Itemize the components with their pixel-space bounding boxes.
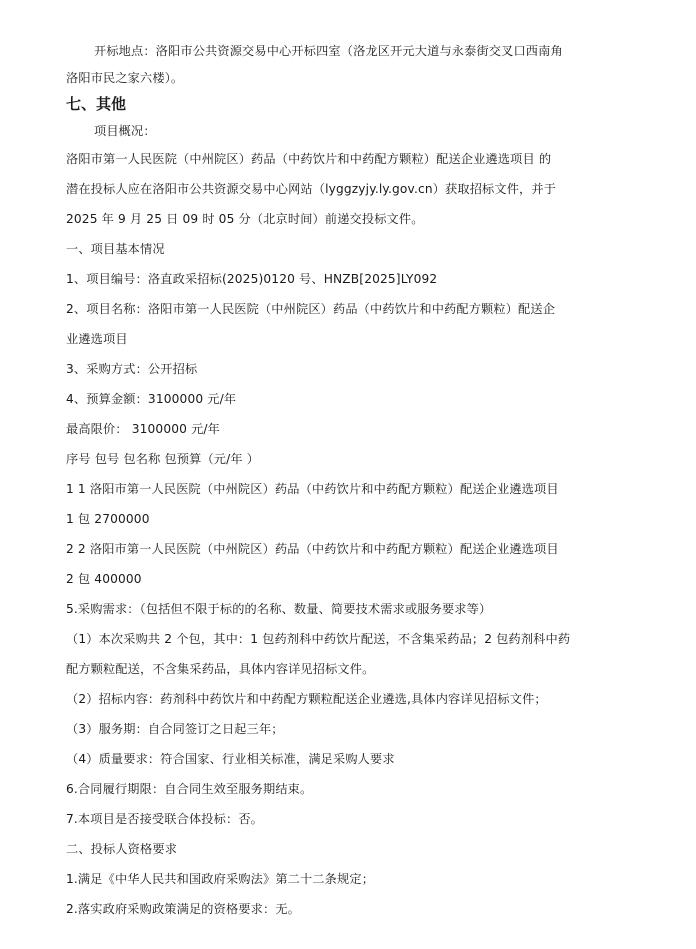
consortium-bidding: 7.本项目是否接受联合体投标：否。 [66,812,263,826]
max-price: 最高限价： 3100000 元/年 [66,422,220,436]
requirement-1-line-1: （1）本次采购共 2 个包，其中：1 包药剂科中药饮片配送，不含集采药品；2 包药剂科中药 [66,632,571,646]
bid-opening-location-line-2: 洛阳市民之家六楼）。 [66,71,184,85]
requirement-2: （2）招标内容：药剂科中药饮片和中药配方颗粒配送企业遴选,具体内容详见招标文件； [66,692,547,706]
project-overview-line-2: 潜在投标人应在洛阳市公共资源交易中心网站（lyggzyjy.ly.gov.cn）获取招标文件，并于 [66,182,557,196]
project-number: 1、项目编号：洛直政采招标(2025)0120 号、HNZB[2025]LY092 [66,272,438,286]
bid-opening-location-line-1: 开标地点：洛阳市公共资源交易中心开标四室（洛龙区开元大道与永泰街交叉口西南角 [94,44,563,58]
requirement-1-line-2: 配方颗粒配送，不含集采药品，具体内容详见招标文件。 [66,662,375,676]
project-name-line-1: 2、项目名称：洛阳市第一人民医院（中州院区）药品（中药饮片和中药配方颗粒）配送企 [66,302,556,316]
procurement-method: 3、采购方式：公开招标 [66,362,198,376]
section-basic-info: 一、项目基本情况 [66,242,165,256]
package-row-2-line-2: 2 包 400000 [66,572,142,586]
project-overview-line-3: 2025 年 9 月 25 日 09 时 05 分（北京时间）前递交投标文件。 [66,212,424,226]
contract-period: 6.合同履行期限：自合同生效至服务期结束。 [66,782,313,796]
requirement-3: （3）服务期：自合同签订之日起三年； [66,722,284,736]
section-heading-other: 七、其他 [66,95,127,113]
package-row-1-line-1: 1 1 洛阳市第一人民医院（中州院区）药品（中药饮片和中药配方颗粒）配送企业遴选项目 [66,482,559,496]
project-name-line-2: 业遴选项目 [66,332,128,346]
qualification-2: 2.落实政府采购政策满足的资格要求：无。 [66,902,301,916]
project-overview-label: 项目概况： [94,124,156,138]
project-overview-line-1: 洛阳市第一人民医院（中州院区）药品（中药饮片和中药配方颗粒）配送企业遴选项目 的 [66,152,552,166]
package-row-1-line-2: 1 包 2700000 [66,512,150,526]
package-table-header: 序号 包号 包名称 包预算（元/年 ） [66,452,260,466]
qualification-1: 1.满足《中华人民共和国政府采购法》第二十二条规定； [66,872,375,886]
procurement-requirements: 5.采购需求：（包括但不限于标的的名称、数量、简要技术需求或服务要求等） [66,602,492,616]
budget-amount: 4、预算金额：3100000 元/年 [66,392,237,406]
section-bidder-qualifications: 二、投标人资格要求 [66,842,178,856]
requirement-4: （4）质量要求：符合国家、行业相关标准，满足采购人要求 [66,752,395,766]
package-row-2-line-1: 2 2 洛阳市第一人民医院（中州院区）药品（中药饮片和中药配方颗粒）配送企业遴选项目 [66,542,559,556]
